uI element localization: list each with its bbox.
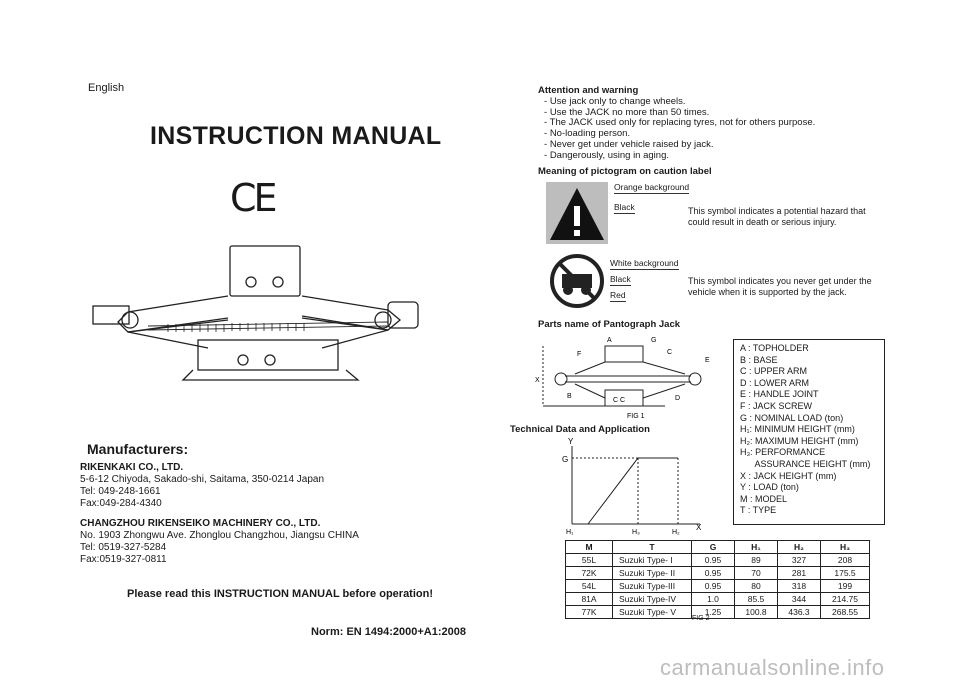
no-under-description: This symbol indicates you never get under the vehicle when it is supported by the jack. <box>688 276 872 297</box>
table-cell: Suzuki Type- I <box>613 554 692 567</box>
list-item: - Never get under vehicle raised by jack. <box>544 140 815 151</box>
table-cell: 214.75 <box>821 593 870 606</box>
graph-y-label: Y <box>568 437 574 446</box>
red-label: Red <box>610 290 626 300</box>
list-item: - Use jack only to change wheels. <box>544 97 815 108</box>
table-cell: 54L <box>566 580 613 593</box>
list-item: ASSURANCE HEIGHT (mm) <box>740 458 871 469</box>
fig1-letter-c: C <box>667 349 673 356</box>
company-name: RIKENKAKI CO., LTD. <box>80 462 184 473</box>
company-address: 5-6-12 Chiyoda, Sakado-shi, Saitama, 350-0214 Japan <box>80 474 325 485</box>
fig1-letter-cc: C C <box>613 397 626 404</box>
list-item: A : TOPHOLDER <box>740 343 809 353</box>
parts-list <box>733 339 885 525</box>
table-cell: 175.5 <box>821 567 870 580</box>
list-item: - Use the JACK no more than 50 times. <box>544 108 815 119</box>
table-cell: 55L <box>566 554 613 567</box>
table-cell: 327 <box>778 554 821 567</box>
warning-triangle-icon <box>546 182 608 244</box>
list-item: - Dangerously, using in aging. <box>544 151 815 162</box>
list-item: T : TYPE <box>740 505 777 516</box>
jack-illustration <box>88 240 428 390</box>
manufacturers-heading: Manufacturers: <box>87 441 189 457</box>
graph-g-label: G <box>562 455 569 464</box>
black-label: Black <box>614 202 635 212</box>
list-item: - The JACK used only for replacing tyres, not for others purpose. <box>544 118 815 129</box>
parts-heading: Parts name of Pantograph Jack <box>538 319 681 330</box>
list-item: E : HANDLE JOINT <box>740 389 819 400</box>
orange-background-label: Orange background <box>614 182 690 192</box>
table-cell: 89 <box>735 554 778 567</box>
list-item: H₃: PERFORMANCE <box>740 447 826 458</box>
please-read-note: Please read this INSTRUCTION MANUAL before operation! <box>127 588 434 600</box>
table-cell: Suzuki Type-IV <box>613 593 692 606</box>
company-fax: Fax:0519-327-0811 <box>80 554 167 565</box>
table-cell: 77K <box>566 606 613 619</box>
table-cell: 80 <box>735 580 778 593</box>
attention-heading: Attention and warning <box>538 85 639 96</box>
company-address: No. 1903 Zhongwu Ave. Zhonglou Changzhou, Jiangsu CHINA <box>80 530 359 541</box>
graph-x-label: X <box>696 523 702 532</box>
list-item: H₂: MAXIMUM HEIGHT (mm) <box>740 435 859 446</box>
table-header-row <box>566 541 870 554</box>
table-cell: Suzuki Type- II <box>613 567 692 580</box>
list-item: G : NOMINAL LOAD (ton) <box>740 412 844 423</box>
table-cell: Suzuki Type- V <box>613 606 692 619</box>
table-cell: 208 <box>821 554 870 567</box>
table-cell: 281 <box>778 567 821 580</box>
table-cell: 81A <box>566 593 613 606</box>
norm-text: Norm: EN 1494:2000+A1:2008 <box>311 626 467 638</box>
list-item: C : UPPER ARM <box>740 366 808 377</box>
table-cell: 436.3 <box>778 606 821 619</box>
table-cell: 85.5 <box>735 593 778 606</box>
table-cell: 1.0 <box>692 593 735 606</box>
watermark: carmanualsonline.info <box>660 655 885 680</box>
fig1-letter-d: D <box>675 395 681 402</box>
graph-h2-label: H₂ <box>672 529 680 536</box>
col-header: M <box>566 541 613 554</box>
fig1-letter-x: X <box>535 377 540 384</box>
company-tel: Tel: 0519-327-5284 <box>80 542 167 553</box>
table-cell: 0.95 <box>692 580 735 593</box>
fig1-letter-f: F <box>577 351 582 358</box>
table-row <box>566 593 870 606</box>
table-cell: 0.95 <box>692 554 735 567</box>
graph-h3-label: H₃ <box>632 529 640 536</box>
list-item: X : JACK HEIGHT (mm) <box>740 470 837 481</box>
table-cell: 199 <box>821 580 870 593</box>
table-cell: 0.95 <box>692 567 735 580</box>
company-1 <box>80 462 324 510</box>
table-row <box>566 580 870 593</box>
fig1-letter-b: B <box>567 393 572 400</box>
col-header: H₁ <box>735 541 778 554</box>
company-tel: Tel: 049-248-1661 <box>80 486 161 497</box>
company-fax: Fax:049-284-4340 <box>80 498 162 509</box>
list-item: B : BASE <box>740 354 778 365</box>
fig2-caption: FIG 2 <box>692 615 710 622</box>
ce-mark: CE <box>230 176 275 220</box>
white-background-label: White background <box>610 258 679 268</box>
attention-list <box>538 97 815 162</box>
list-item: M : MODEL <box>740 493 788 504</box>
company-2 <box>80 518 359 566</box>
manual-title: INSTRUCTION MANUAL <box>150 122 442 150</box>
col-header: G <box>692 541 735 554</box>
table-row <box>566 606 870 619</box>
table-cell: 318 <box>778 580 821 593</box>
pictogram-heading: Meaning of pictogram on caution label <box>538 166 712 177</box>
fig1-caption: FIG 1 <box>627 413 645 420</box>
table-cell: 268.55 <box>821 606 870 619</box>
technical-heading: Technical Data and Application <box>510 424 650 435</box>
language-label: English <box>88 82 125 94</box>
table-row <box>566 567 870 580</box>
table-cell: 344 <box>778 593 821 606</box>
graph-h1-label: H₁ <box>566 529 574 536</box>
fig1-diagram <box>535 332 725 424</box>
list-item: F : JACK SCREW <box>740 400 813 411</box>
table-cell: 72K <box>566 567 613 580</box>
list-item: H₁: MINIMUM HEIGHT (mm) <box>740 424 855 435</box>
table-cell: 70 <box>735 567 778 580</box>
attention-section <box>538 86 815 162</box>
fig1-letter-g: G <box>651 337 657 344</box>
spec-table <box>565 540 870 619</box>
col-header: H₃ <box>821 541 870 554</box>
fig1-letter-a: A <box>607 337 612 344</box>
table-cell: Suzuki Type-III <box>613 580 692 593</box>
black-label: Black <box>610 274 631 284</box>
table-row <box>566 554 870 567</box>
company-name: CHANGZHOU RIKENSEIKO MACHINERY CO., LTD. <box>80 518 321 529</box>
fig1-letter-e: E <box>705 357 710 364</box>
hazard-description: This symbol indicates a potential hazard that could result in death or serious injury. <box>688 206 866 227</box>
table-cell: 100.8 <box>735 606 778 619</box>
list-item: D : LOWER ARM <box>740 377 810 388</box>
load-height-graph <box>560 436 710 536</box>
table-cell: 1.25 <box>692 606 735 619</box>
col-header: T <box>613 541 692 554</box>
no-get-under-icon <box>550 254 604 308</box>
list-item: - No-loading person. <box>544 129 815 140</box>
col-header: H₂ <box>778 541 821 554</box>
list-item: Y : LOAD (ton) <box>740 482 799 493</box>
